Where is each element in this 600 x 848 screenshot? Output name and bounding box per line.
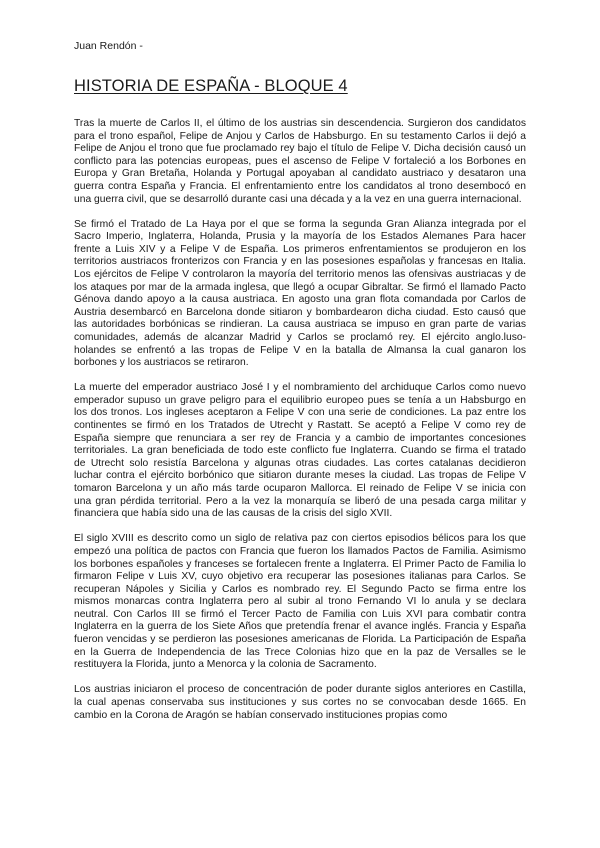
page-title: HISTORIA DE ESPAÑA - BLOQUE 4 bbox=[74, 77, 348, 95]
paragraph-war: Se firmó el Tratado de La Haya por el que se forma la segunda Gran Alianza integrada por el Sacro Imperio, Inglaterra, Holanda, Prusia y la mayoría de los Estados Alemanes Para hacer frente a Luis XIV y a Felipe V de España. Los primeros enfrentamientos se produjeron en los territorios austriacos fronterizos con Francia y en las posesiones españolas y francesas en Italia. Los ejércitos de Felipe V controlaron la mayoría del territorio menos las ofensivas austriacas y de los ataques por mar de la armada inglesa, que llegó a ocupar Gibraltar. Se firmó el llamado Pacto Génova dando apoyo a la causa austriaca. En agosto una gran flota comandada por Carlos de Austria desembarcó en Barcelona donde sitiaron y bombardearon dicha ciudad. Esto causó que las autoridades borbónicas se rindieran. La causa austriaca se impuso en gran parte de varias comunidades, además de alcanzar Madrid y Carlos se proclamó rey. El ejército anglo.luso-holandes se enfrentó a las tropas de Felipe V en la batalla de Almansa la cual ganaron los borbones y los austriacos se retiraron. bbox=[74, 218, 526, 369]
document-body bbox=[74, 118, 526, 735]
author-header: Juan Rendón - bbox=[74, 40, 143, 52]
paragraph-utrecht: La muerte del emperador austriaco José I y el nombramiento del archiduque Carlos como nuevo emperador supuso un grave peligro para el equilibrio europeo pues se tenía a un Habsburgo en los dos tronos. Los ingleses aceptaron a Felipe V con una serie de condiciones. La paz entre los continentes se firmó en los Tratados de Utrecht y Rastatt. Se aceptó a Felipe V como rey de España siempre que renunciara a ser rey de Francia y a cambio de importantes concesiones territoriales. La gran beneficiada de todo este conflicto fue Inglaterra. Cuando se firma el tratado de Utrecht solo resistía Barcelona y algunas otras ciudades. Las cortes catalanas decidieron luchar contra el ejército borbónico que sitiaron durante meses la ciudad. Las tropas de Felipe V tomaron Barcelona y un año más tarde ocuparon Mallorca. El reinado de Felipe V se inicia con una gran pérdida territorial. Pero a la vez la monarquía se liberó de una pesada carga militar y financiera que había sido una de las causas de la crisis del siglo XVII. bbox=[74, 382, 526, 520]
paragraph-centralization: Los austrias iniciaron el proceso de concentración de poder durante siglos anteriores en Castilla, la cual apenas conservaba sus instituciones y sus cortes no se convocaban desde 1665. En cambio en la Corona de Aragón se habían conservado instituciones propias como bbox=[74, 684, 526, 721]
paragraph-succession: Tras la muerte de Carlos II, el último de los austrias sin descendencia. Surgieron dos candidatos para el trono español, Felipe de Anjou y Carlos de Habsburgo. En su testamento Carlos ii dejó a Felipe de Anjou el trono que fue proclamado rey bajo el título de Felipe V. Dicha decisión causó un conflicto para las potencias europeas, pues el ascenso de Felipe V fortaleció a los Borbones en Europa y Gran Bretaña, Holanda y Portugal apoyaban al candidato austriaco y desataron una guerra contra España y Francia. El enfrentamiento entre los candidatos al trono desembocó en una guerra civil, que se desarrolló durante casi una década y a la vez en una guerra internacional. bbox=[74, 118, 526, 205]
paragraph-family-pacts: El siglo XVIII es descrito como un siglo de relativa paz con ciertos episodios bélicos para los que empezó una política de pactos con Francia que fueron los llamados Pactos de Familia. Asimismo los borbones españoles y franceses se fortalecen frente a Inglaterra. El Primer Pacto de Familia lo firmaron Felipe v Luis XV, cuyo objetivo era recuperar las posesiones italianas para Carlos. Se recuperan Nápoles y Sicilia y Carlos es nombrado rey. El Segundo Pacto se firma entre los mismos monarcas contra Inglaterra pero al subir al trono Fernando VI lo anula y se declara neutral. Con Carlos III se firmó el Tercer Pacto de Familia con Luis XVI para combatir contra Inglaterra en la guerra de los Siete Años que pretendía frenar el avance inglés. Francia y España fueron vencidas y se perdieron las posesiones americanas de Florida. La Participación de España en la Guerra de Independencia de las Trece Colonias hizo que en la paz de Versalles se le restituyera la Florida, junto a Menorca y la colonia de Sacramento. bbox=[74, 533, 526, 671]
